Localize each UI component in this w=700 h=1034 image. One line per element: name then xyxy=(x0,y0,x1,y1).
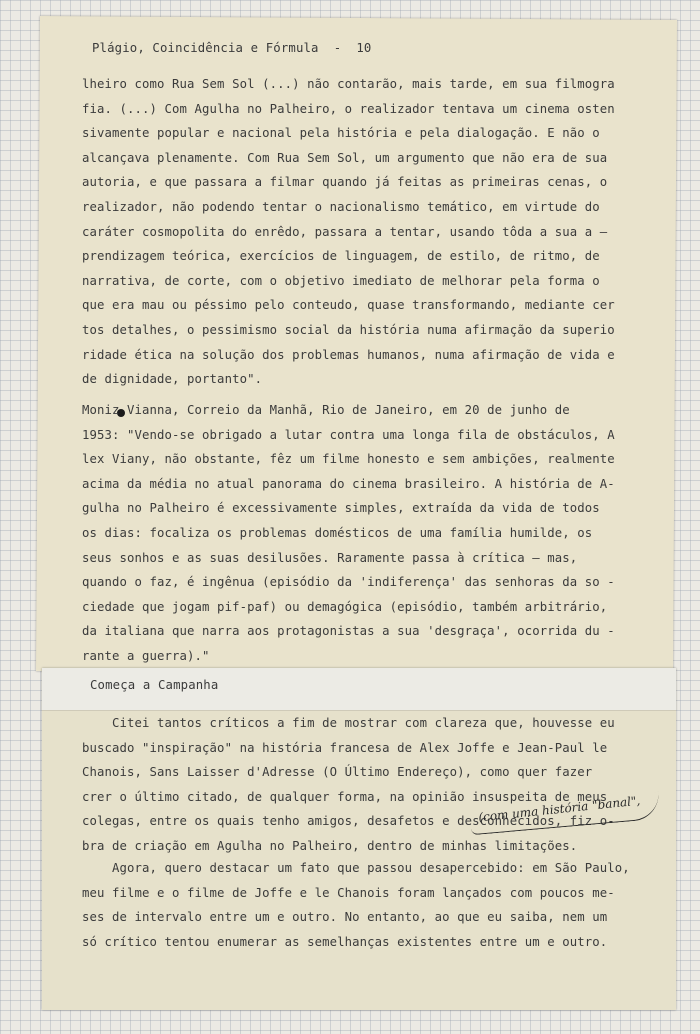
text-line: Citei tantos críticos a fim de mostrar com clareza que, houvesse eu xyxy=(82,716,615,730)
text-line: lex Viany, não obstante, fêz um filme honesto e sem ambições, realmente xyxy=(82,452,615,467)
text-line: seus sonhos e as suas desilusões. Raramente passa à crítica — mas, xyxy=(82,550,578,565)
text-line: 1953: "Vendo-se obrigado a lutar contra uma longa fila de obstáculos, A xyxy=(82,427,615,442)
text-line: Agora, quero destacar um fato que passou desapercebido: em São Paulo, xyxy=(82,861,630,875)
text-line: crer o último citado, de qualquer forma, na opinião insuspeita de meus xyxy=(82,789,608,804)
text-line: realizador, não podendo tentar o nacionalismo temático, em virtude do xyxy=(82,199,600,214)
text-line: quando o faz, é ingênua (episódio da 'indiferença' das senhoras da so - xyxy=(82,575,615,590)
text-line: Moniz Vianna, Correio da Manhã, Rio de Janeiro, em 20 de junho de xyxy=(82,403,570,417)
text-line: lheiro como Rua Sem Sol (...) não contarão, mais tarde, em sua filmogra xyxy=(82,77,615,91)
page-header: Plágio, Coincidência e Fórmula - 10 xyxy=(92,41,372,55)
text-line: ciedade que jogam pif-paf) ou demagógica (episódio, também arbitrário, xyxy=(82,599,608,614)
text-line: alcançava plenamente. Com Rua Sem Sol, um argumento que não era de sua xyxy=(82,150,608,165)
text-line: caráter cosmopolita do enrêdo, passara a tentar, usando tôda a sua a — xyxy=(82,224,608,239)
text-line: ses de intervalo entre um e outro. No entanto, ao que eu saiba, nem um xyxy=(82,910,608,925)
paragraph-2 xyxy=(82,398,642,669)
handwritten-note: (com uma história "banal", xyxy=(477,793,641,825)
text-line: narrativa, de corte, com o objetivo imediato de melhorar pela forma o xyxy=(82,273,600,288)
text-line: rante a guerra)." xyxy=(82,648,210,663)
text-line: sivamente popular e nacional pela história e pela dialogação. E não o xyxy=(82,126,600,141)
text-line: buscado "inspiração" na história francesa de Alex Joffe e Jean-Paul le xyxy=(82,740,608,755)
text-line: tos detalhes, o pessimismo social da história numa afirmação da superio xyxy=(82,322,615,337)
text-line: os dias: focaliza os problemas domésticos de uma família humilde, os xyxy=(82,525,593,540)
text-line: de dignidade, portanto". xyxy=(82,372,263,387)
text-line: Chanois, Sans Laisser d'Adresse (O Último Endereço), como quer fazer xyxy=(82,765,593,780)
text-line: prendizagem teórica, exercícios de linguagem, de estilo, de ritmo, de xyxy=(82,249,600,264)
text-line: fia. (...) Com Agulha no Palheiro, o realizador tentava um cinema osten xyxy=(82,101,615,116)
text-line: só crítico tentou enumerar as semelhanças existentes entre um e outro. xyxy=(82,934,608,949)
text-line: da italiana que narra aos protagonistas a sua 'desgraça', ocorrida du - xyxy=(82,624,615,639)
paragraph-4 xyxy=(82,856,642,954)
paragraph-3 xyxy=(82,711,642,859)
text-line: gulha no Palheiro é excessivamente simples, extraída da vida de todos xyxy=(82,501,600,516)
text-line: autoria, e que passara a filmar quando já feitas as primeiras cenas, o xyxy=(82,175,608,190)
text-line: que era mau ou péssimo pelo conteudo, quase transformando, mediante cer xyxy=(82,298,615,313)
paragraph-1 xyxy=(82,72,642,392)
text-line: acima da média no atual panorama do cinema brasileiro. A história de A- xyxy=(82,476,615,491)
text-line: meu filme e o filme de Joffe e le Chanois foram lançados com poucos me- xyxy=(82,885,615,900)
text-line: colegas, entre os quais tenho amigos, desafetos e desconhecidos, fiz o- xyxy=(82,814,615,829)
text-line: bra de criação em Agulha no Palheiro, dentro de minhas limitações. xyxy=(82,838,578,853)
section-title: Começa a Campanha xyxy=(90,678,219,692)
text-line: ridade ética na solução dos problemas humanos, numa afirmação de vida e xyxy=(82,347,615,362)
